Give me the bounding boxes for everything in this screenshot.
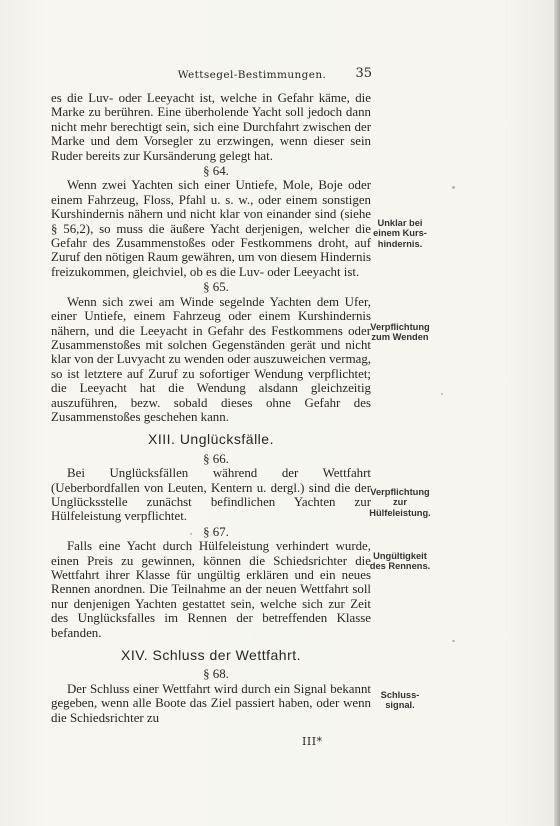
section-heading-66: § 66.: [203, 451, 229, 466]
running-head: Wettsegel-Bestimmungen.: [177, 69, 327, 81]
paper-speck: [190, 533, 192, 535]
paper-speck: [452, 640, 455, 642]
margin-note-65: Verpflichtung zum Wenden: [370, 322, 430, 343]
paragraph-67: Falls eine Yacht durch Hülfeleistung verhindert wurde, einen Preis zu gewinnen, können die Schiedsrichter die Wettfahrt ihrer Klasse für ungültig erklären und ein neues Rennen anordnen. Die Teilnahme an der neuen Wettfahrt soll nur denjenigen Yachten gestattet sein, welche sich zur Zeit des Unglücksfalles im Rennen der betreffenden Klasse befanden.: [51, 539, 371, 640]
section-heading-67: § 67.: [203, 524, 229, 539]
paragraph-66: Bei Unglücksfällen während der Wettfahrt (Ueberbordfallen von Leuten, Kentern u. dergl.) sind die der Unglücksstelle zunächst befindlichen Yachten zur Hülfeleistung verpflichtet.: [51, 466, 371, 524]
chapter-heading-13: XIII. Unglücksfälle.: [148, 431, 274, 448]
signature-mark: III*: [302, 735, 323, 748]
margin-note-64: Unklar bei einem Kurs-hindernis.: [373, 218, 427, 249]
margin-note-67: Ungültigkeit des Rennens.: [369, 551, 431, 572]
section-heading-68: § 68.: [203, 667, 229, 682]
margin-note-66: Verpflichtung zur Hülfeleistung.: [369, 487, 431, 518]
page-edge-shadow: [554, 0, 560, 826]
section-heading-65: § 65.: [203, 280, 229, 295]
paper-speck: [452, 186, 455, 189]
section-heading-64: § 64.: [203, 164, 229, 179]
paragraph-68: Der Schluss einer Wettfahrt wird durch ein Signal bekannt gegeben, wenn alle Boote das Ziel passiert haben, oder wenn die Schiedsrichter zu: [51, 681, 371, 725]
chapter-heading-14: XIV. Schluss der Wettfahrt.: [120, 647, 302, 664]
paragraph-64: Wenn zwei Yachten sich einer Untiefe, Mole, Boje oder einem Fahrzeug, Floss, Pfahl u. s. w., oder einem sonstigen Kurshindernis nähern und nicht klar von einander sind (siehe § 56,2), so muss die äußere Yacht derjenigen, welcher die Gefahr des Zusammenstoßes oder Festkommens droht, auf Zuruf den nötigen Raum gewähren, um von diesem Hindernis freizukommen, gleichviel, ob es die Luv- oder Leeyacht ist.: [51, 178, 371, 279]
paragraph-intro: es die Luv- oder Leeyacht ist, welche in Gefahr käme, die Marke zu berühren. Eine überholende Yacht soll jedoch dann nicht mehr berechtigt sein, sich eine Durchfahrt zwischen der Marke und dem Vorsegler zu erzwingen, wenn dieser sein Ruder bereits zur Kursänderung gelegt hat.: [51, 91, 371, 163]
page-number: 35: [355, 66, 372, 81]
margin-note-68: Schluss-signal.: [380, 690, 420, 711]
paragraph-65: Wenn sich zwei am Winde segelnde Yachten dem Ufer, einer Untiefe, einem Fahrzeug oder einem Kurshindernis nähern, und die Leeyacht in Gefahr des Festkommens oder Zusammenstoßes mit solchen Gegenständen gerät und nicht klar von der Luvyacht zu wenden oder auszuweichen vermag, so ist letztere auf Zuruf zu sofortiger Wendung verpflichtet; die Leeyacht hat die Wendung alsdann gleichzeitig auszuführen, bezw. sobald dieses ohne Gefahr des Zusammenstoßes geschehen kann.: [51, 294, 371, 424]
main-text-column: [51, 91, 371, 725]
paper-speck: [441, 393, 443, 395]
